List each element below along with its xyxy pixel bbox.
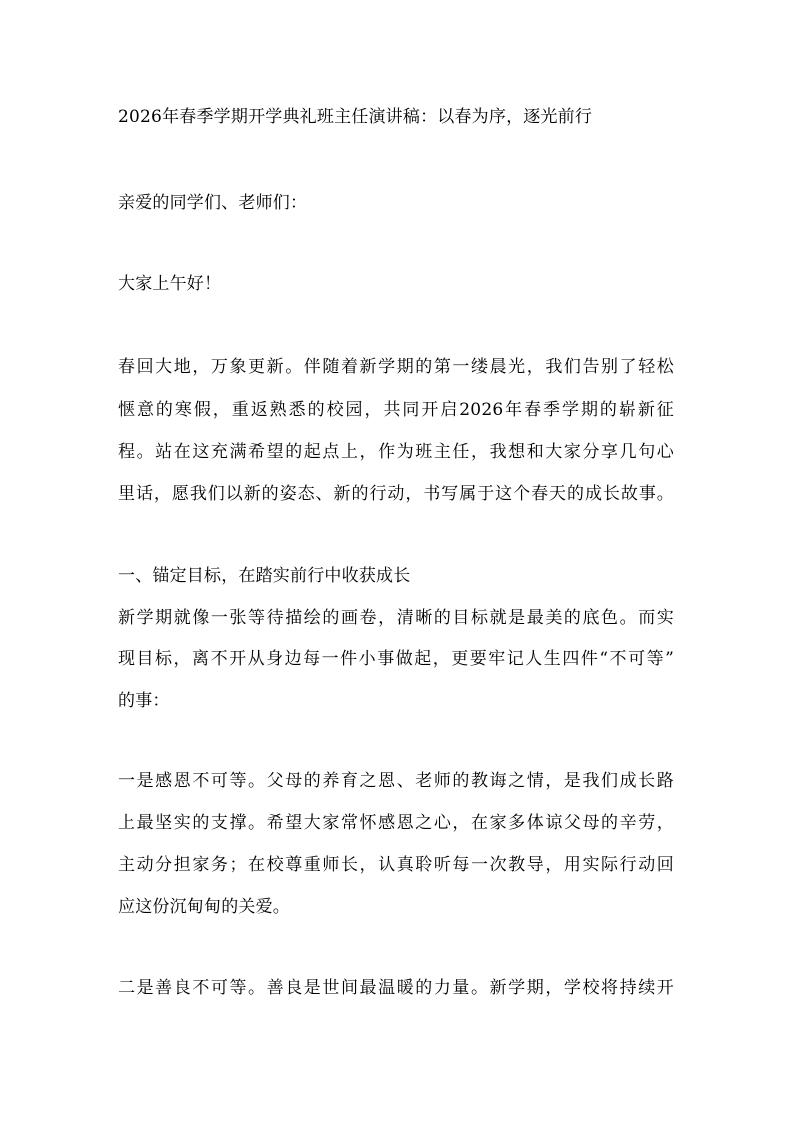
salutation: 亲爱的同学们、老师们： [118,193,308,213]
point1-line-2: 上最坚实的支撑。希望大家常怀感恩之心，在家多体谅父母的辛劳， [118,813,674,833]
point1-line-4: 应这份沉甸甸的关爱。 [118,897,290,917]
intro-line-4: 里话，愿我们以新的姿态、新的行动，书写属于这个春天的成长故事。 [118,484,674,504]
section1-line-2: 现目标，离不开从身边每一件小事做起，更要牢记人生四件“不可等” [118,649,674,669]
section1-line-1: 新学期就像一张等待描绘的画卷，清晰的目标就是最美的底色。而实 [118,608,674,628]
section1-line-3: 的事： [118,691,170,711]
greeting: 大家上午好！ [118,274,222,294]
intro-line-2: 惬意的寒假，重返熟悉的校园，共同开启2026年春季学期的崭新征 [118,400,674,420]
document-title: 2026年春季学期开学典礼班主任演讲稿：以春为序，逐光前行 [118,107,593,127]
point2-line-1: 二是善良不可等。善良是世间最温暖的力量。新学期，学校将持续开 [118,978,674,998]
section1-heading: 一、锚定目标，在踏实前行中收获成长 [118,566,411,586]
intro-line-1: 春回大地，万象更新。伴随着新学期的第一缕晨光，我们告别了轻松 [118,357,674,377]
point1-line-3: 主动分担家务；在校尊重师长，认真聆听每一次教导，用实际行动回 [118,855,674,875]
point1-line-1: 一是感恩不可等。父母的养育之恩、老师的教诲之情，是我们成长路 [118,771,674,791]
intro-line-3: 程。站在这充满希望的起点上，作为班主任，我想和大家分享几句心 [118,442,674,462]
